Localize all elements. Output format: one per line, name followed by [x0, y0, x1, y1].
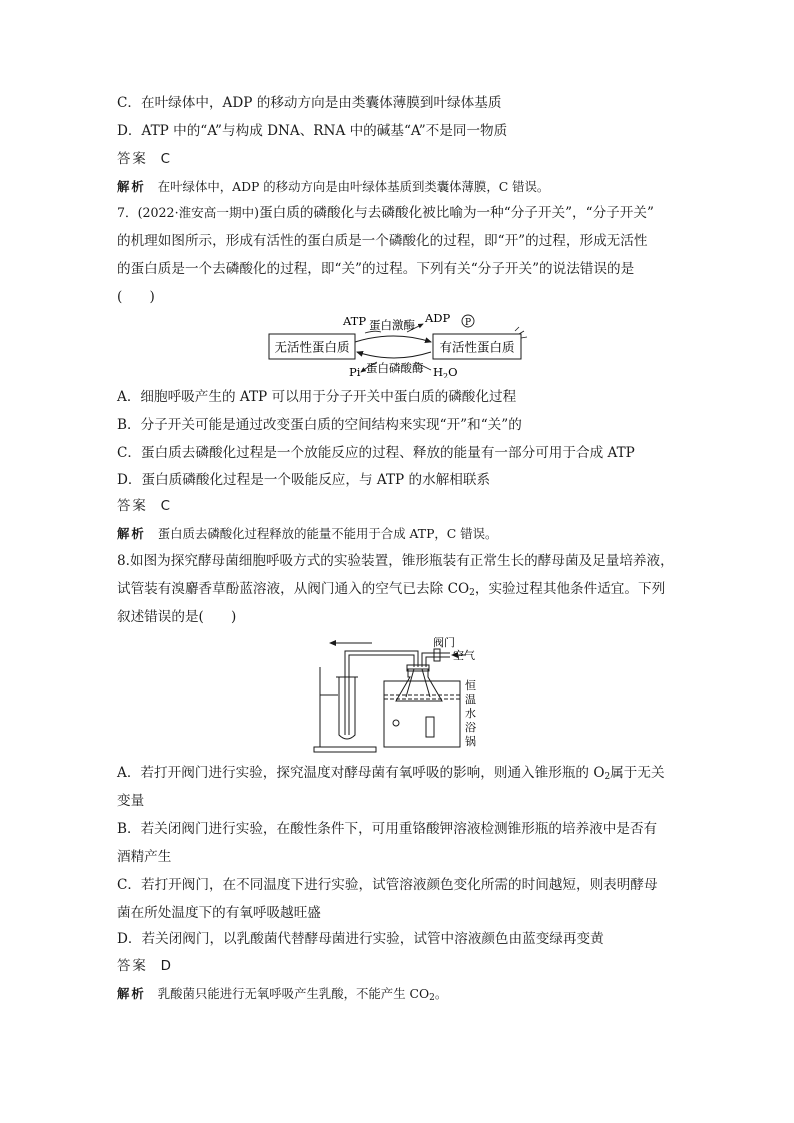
phosphate-symbol: P: [464, 318, 472, 328]
explanation-text: 蛋白质去磷酸化过程释放的能量不能用于合成 ATP，C 错误。: [157, 526, 498, 541]
svg-text:恒: 恒: [465, 679, 476, 692]
q7-option-d: D．蛋白质磷酸化过程是一个吸能反应，与 ATP 的水解相联系: [117, 472, 491, 488]
q6-explanation: [117, 177, 549, 197]
q7-stem-line-4: ( ): [117, 289, 155, 305]
q8-stem-line-3: 叙述错误的是( ): [117, 609, 237, 625]
q8-answer: [117, 957, 171, 977]
inactive-protein-label: 无活性蛋白质: [274, 339, 350, 355]
svg-text:温: 温: [465, 693, 476, 706]
q6-answer: [117, 150, 170, 170]
phosphorylation-arrow: [355, 336, 431, 342]
air-label: 空气: [453, 649, 475, 662]
molecular-switch-diagram: [265, 310, 535, 378]
inner-tube-right: [422, 669, 430, 697]
answer-value: C: [160, 499, 170, 514]
answer-value: C: [160, 152, 170, 167]
adp-label: ADP: [425, 311, 451, 325]
atp-label: ATP: [343, 314, 367, 328]
svg-text:浴: 浴: [465, 721, 476, 734]
yeast-respiration-apparatus: [310, 637, 490, 755]
bath-display: [426, 717, 434, 737]
answer-label: 答案: [117, 959, 148, 974]
water-label: $H_2O$: [433, 365, 458, 378]
active-protein-label: 有活性蛋白质: [439, 339, 515, 355]
answer-label: 答案: [117, 152, 148, 167]
q8-option-b-line-2: 酒精产生: [117, 849, 172, 865]
explanation-label: 解析: [117, 986, 146, 1001]
inner-tube-left: [406, 669, 414, 697]
q7-option-c: C．蛋白质去磷酸化过程是一个放能反应的过程、释放的能量有一部分可用于合成 ATP: [117, 445, 635, 461]
explanation-label: 解析: [117, 179, 146, 194]
bath-knob-icon: [393, 720, 399, 726]
dephosphorylation-arrow: [357, 352, 431, 358]
q7-answer: [117, 497, 170, 517]
air-inlet-tube-inner: [426, 657, 450, 667]
q6-option-c: C．在叶绿体中，ADP 的移动方向是由类囊体薄膜到叶绿体基质: [117, 95, 502, 111]
valve-label: 阀门: [433, 637, 455, 649]
test-tube: [339, 677, 355, 739]
q7-stem-line-1: 7．(2022·淮安高一期中)蛋白质的磷酸化与去磷酸化被比喻为一种“分子开关”，“分子开关”: [117, 205, 654, 221]
q8-option-d: D．若关闭阀门，以乳酸菌代替酵母菌进行实验，试管中溶液颜色由蓝变绿再变黄: [117, 931, 604, 947]
q8-option-c-line-2: 菌在所处温度下的有氧呼吸越旺盛: [117, 905, 321, 921]
q8-option-c-line-1: C．若打开阀门，在不同温度下进行实验，试管溶液颜色变化所需的时间越短，则表明酵母: [117, 877, 658, 893]
water-bath-label: [465, 678, 476, 748]
q8-explanation: 解析 乳酸菌只能进行无氧呼吸产生乳酸，不能产生 $CO_2$。: [117, 986, 448, 1003]
q7-source: 7．(2022·淮安高一期中): [117, 205, 260, 220]
q7-option-b: B．分子开关可能是通过改变蛋白质的空间结构来实现“开”和“关”的: [117, 417, 522, 433]
water-bath-body: [384, 681, 460, 747]
stand-base: [314, 747, 376, 752]
q8-stem-line-2: 试管装有溴麝香草酚蓝溶液，从阀门通入的空气已去除 $CO_2$，实验过程其他条件适宜。下列: [117, 581, 666, 598]
q7-explanation: [117, 524, 497, 544]
phosphatase-label: 蛋白磷酸酶: [366, 361, 424, 375]
q8-option-a-line-1: A．若打开阀门进行实验，探究温度对酵母菌有氧呼吸的影响，则通入锥形瓶的 $O_2$属于无关: [117, 765, 665, 782]
explanation-text: 在叶绿体中，ADP 的移动方向是由叶绿体基质到类囊体薄膜，C 错误。: [157, 179, 550, 194]
valve-icon: [434, 649, 440, 661]
kinase-label: 蛋白激酶: [369, 318, 415, 332]
q6-option-d: D．ATP 中的“A”与构成 DNA、RNA 中的碱基“A”不是同一物质: [117, 123, 508, 139]
q8-option-a-line-2: 变量: [117, 793, 145, 809]
answer-value: D: [160, 959, 171, 974]
q8-option-b-line-1: B．若关闭阀门进行实验，在酸性条件下，可用重铬酸钾溶液检测锥形瓶的培养液中是否有: [117, 821, 658, 837]
conical-flask: [396, 669, 442, 701]
q7-stem-line-3: 的蛋白质是一个去磷酸化的过程，即“关”的过程。下列有关“分子开关”的说法错误的是: [117, 261, 635, 277]
answer-label: 答案: [117, 499, 148, 514]
svg-text:水: 水: [465, 707, 476, 720]
q7-option-a: A．细胞呼吸产生的 ATP 可以用于分子开关中蛋白质的磷酸化过程: [117, 389, 517, 405]
pi-label: Pi: [349, 365, 361, 378]
svg-text:锅: 锅: [465, 735, 476, 748]
explanation-label: 解析: [117, 526, 146, 541]
q7-stem-line-2: 的机理如图所示，形成有活性的蛋白质是一个磷酸化的过程，即“开”的过程，形成无活性: [117, 233, 648, 249]
q8-stem-line-1: 8.如图为探究酵母菌细胞呼吸方式的实验装置，锥形瓶装有正常生长的酵母菌及足量培养液，: [117, 553, 674, 569]
